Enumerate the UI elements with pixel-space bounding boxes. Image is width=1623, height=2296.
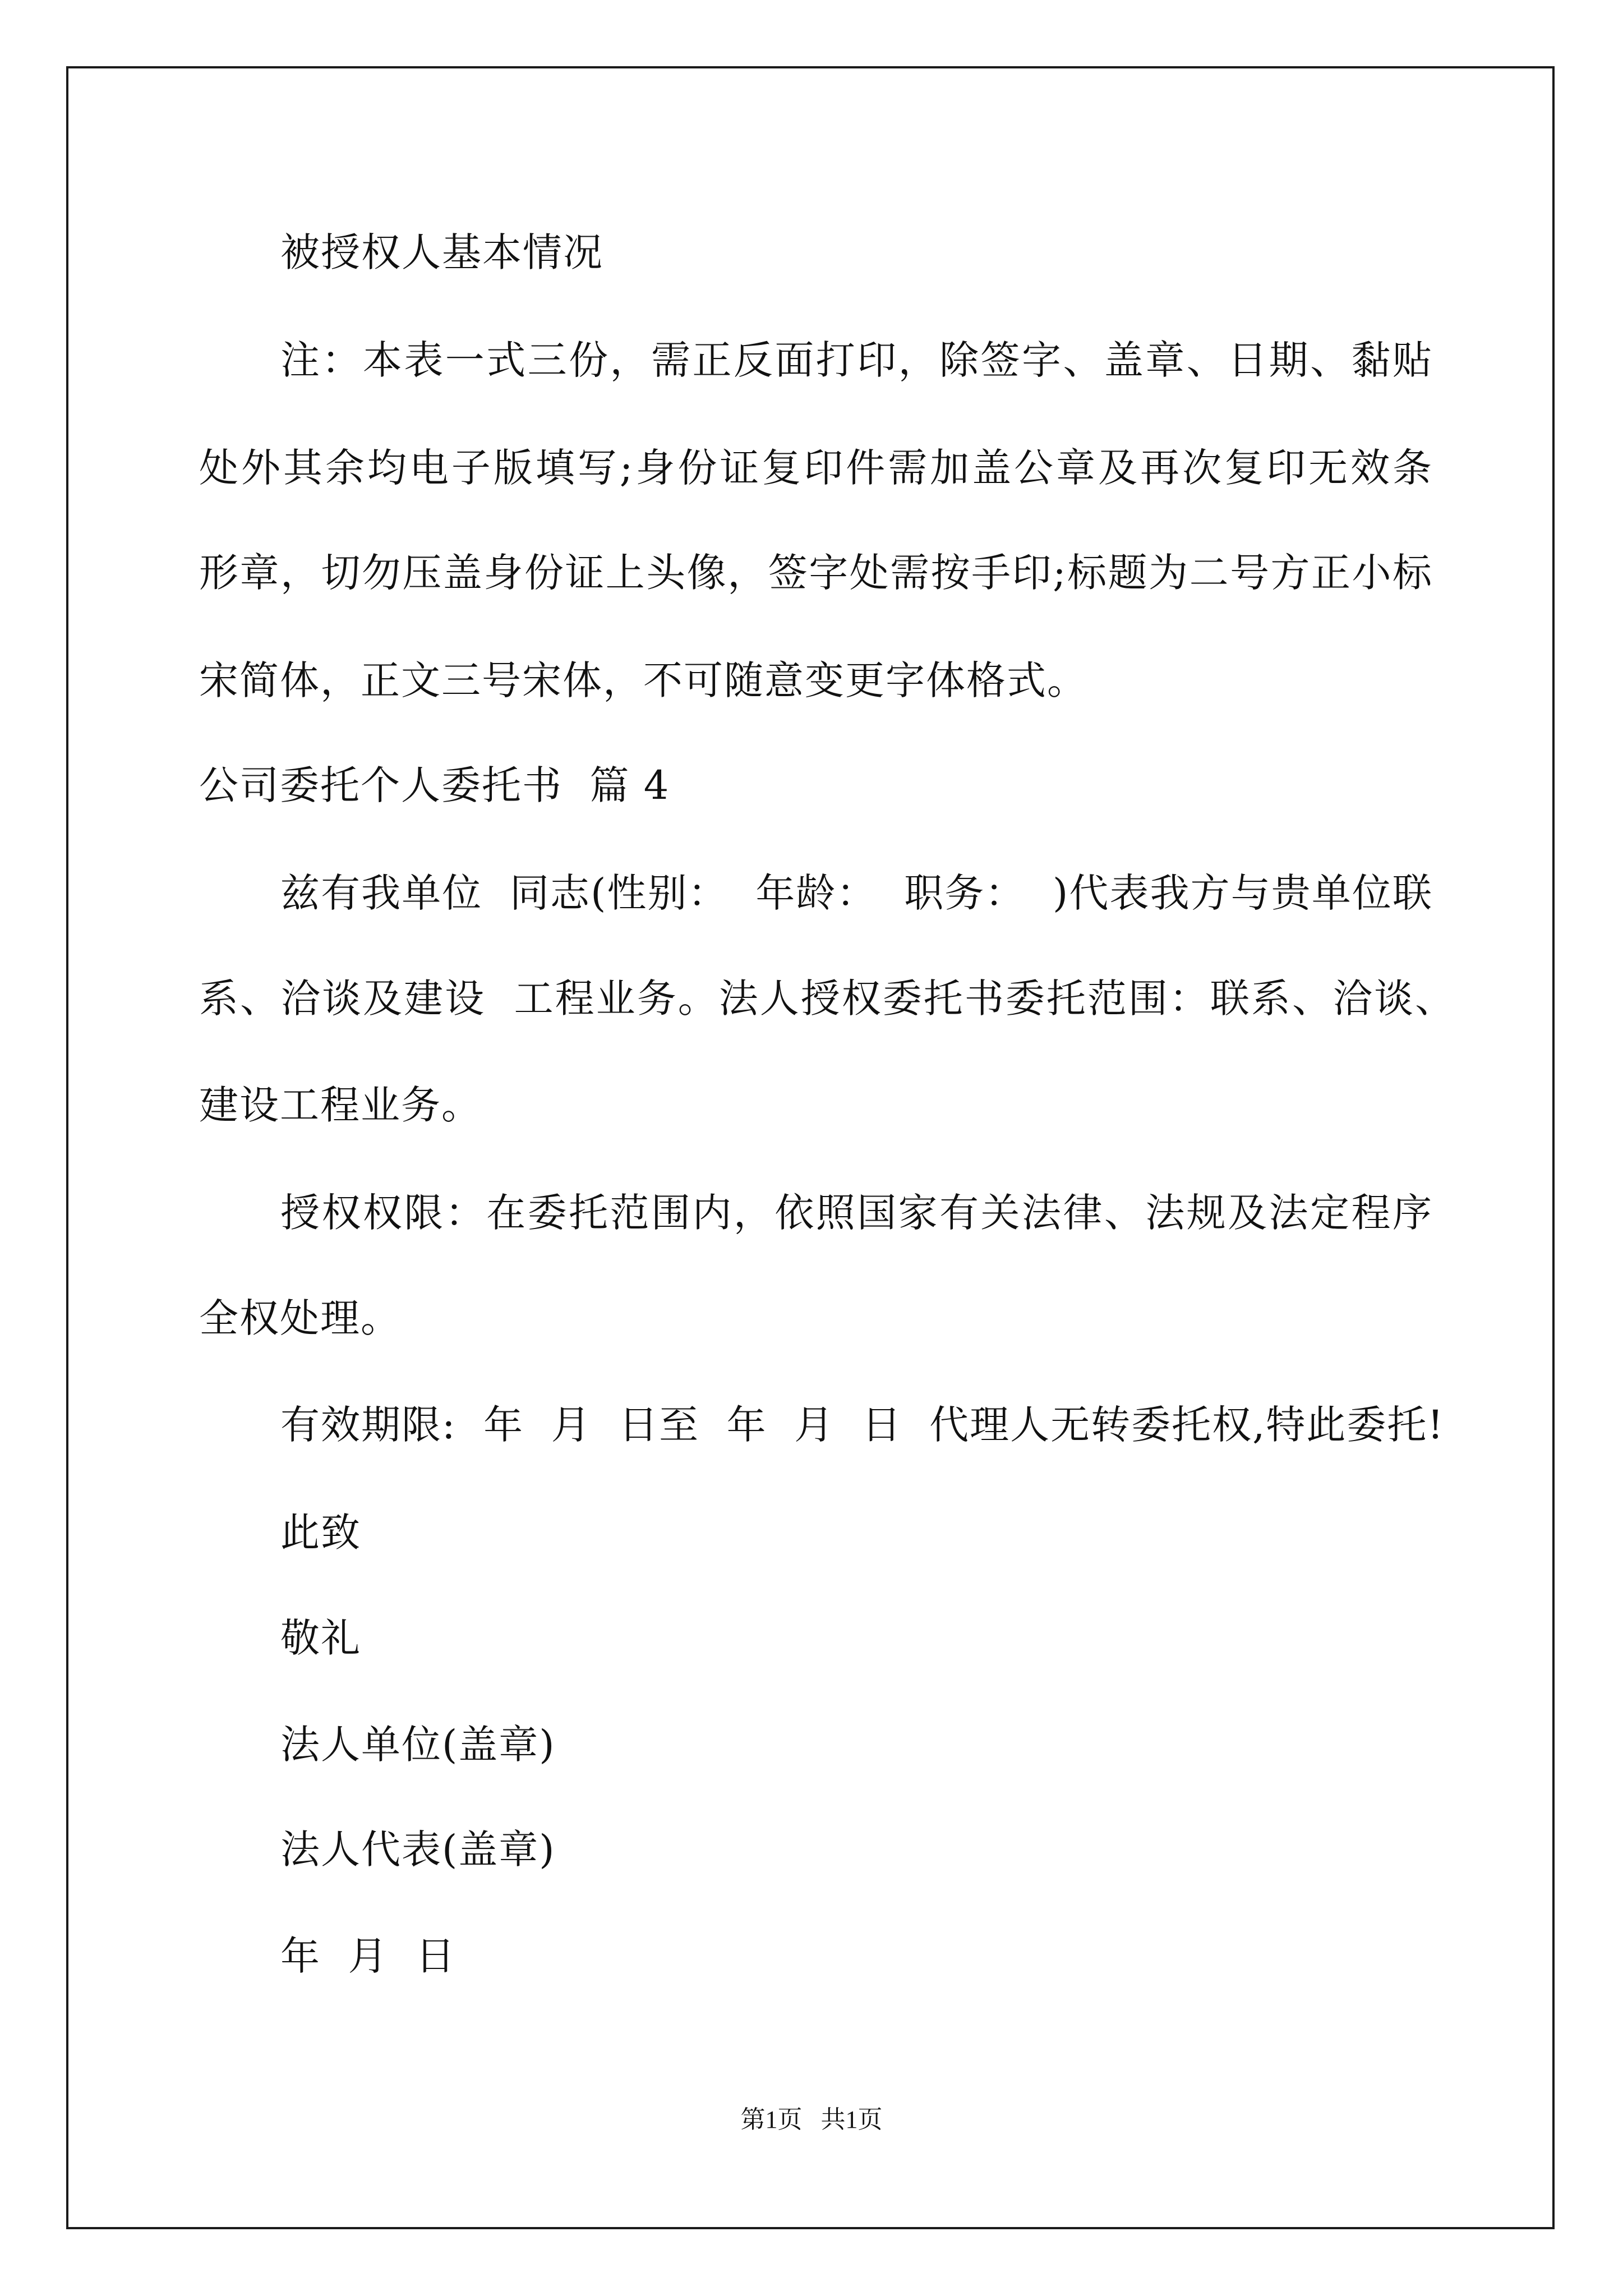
authority-line-1: 授权权限：在委托范围内，依照国家有关法律、法规及法定程序 <box>280 1190 1433 1236</box>
salutation-ci-zhi: 此致 <box>280 1510 361 1556</box>
note-line-2: 处外其余均电子版填写;身份证复印件需加盖公章及再次复印无效条 <box>199 445 1433 491</box>
legal-representative-seal-line: 法人代表(盖章) <box>280 1826 556 1872</box>
body-line-3: 建设工程业务。 <box>199 1082 482 1128</box>
section-heading-grantee-info: 被授权人基本情况 <box>280 229 603 275</box>
note-line-4: 宋简体，正文三号宋体，不可随意变更字体格式。 <box>199 657 1087 703</box>
page-footer: 第1页 共1页 <box>740 2106 883 2133</box>
note-line-3: 形章，切勿压盖身份证上头像，签字处需按手印;标题为二号方正小标 <box>199 550 1433 596</box>
note-line-1: 注：本表一式三份，需正反面打印，除签字、盖章、日期、黏贴 <box>280 337 1433 383</box>
validity-period-line: 有效期限: 年 月 日至 年 月 日 代理人无转委托权,特此委托! <box>280 1402 1445 1448</box>
body-line-1: 兹有我单位 同志(性别： 年龄： 职务： )代表我方与贵单位联 <box>280 870 1433 916</box>
page-border <box>66 66 1555 2229</box>
article-title: 公司委托个人委托书 篇 4 <box>199 762 670 808</box>
salutation-jing-li: 敬礼 <box>280 1615 361 1661</box>
date-line: 年 月 日 <box>280 1933 457 1979</box>
legal-entity-seal-line: 法人单位(盖章) <box>280 1722 556 1768</box>
body-line-2: 系、洽谈及建设 工程业务。法人授权委托书委托范围：联系、洽谈、 <box>199 976 1455 1022</box>
authority-line-2: 全权处理。 <box>199 1295 401 1341</box>
